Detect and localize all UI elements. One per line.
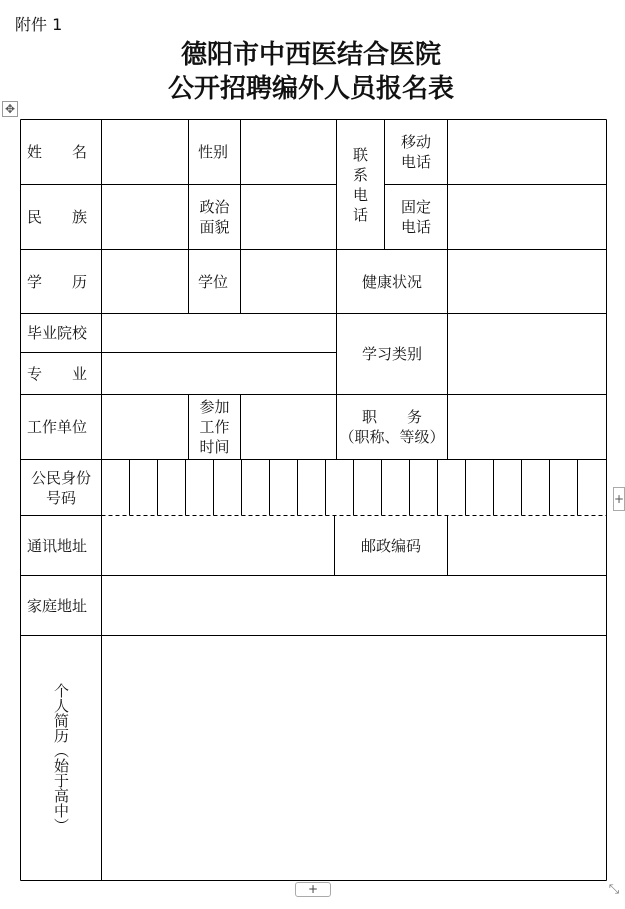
label-mobile-phone: 移动电话	[400, 133, 431, 171]
label-mailing-address: 通讯地址	[27, 536, 88, 555]
label-gender: 性别	[198, 143, 229, 161]
major-field[interactable]	[102, 353, 336, 394]
id-number-boxes[interactable]	[102, 460, 606, 515]
label-study-category: 学习类别	[361, 345, 422, 363]
document-subtitle: 公开招聘编外人员报名表	[167, 74, 454, 104]
work-start-time-field[interactable]	[241, 395, 336, 459]
label-id-number: 公民身份号码	[30, 468, 91, 507]
position-field[interactable]	[448, 395, 606, 459]
mobile-phone-field[interactable]	[448, 120, 606, 184]
add-row-icon[interactable]: +	[613, 487, 625, 511]
label-ethnicity: 民 族	[27, 208, 88, 226]
ethnicity-field[interactable]	[102, 185, 188, 249]
label-resume-cell	[21, 636, 101, 880]
label-position-cell	[337, 395, 447, 459]
label-contact-phone: 联系电话	[352, 145, 368, 224]
attachment-label: 附件 1	[15, 15, 63, 34]
label-resume: 个人简历（始于高中）	[52, 683, 70, 833]
label-major: 专 业	[27, 364, 88, 383]
label-work-start-time: 参加工作时间	[199, 398, 230, 456]
graduate-school-field[interactable]	[102, 314, 336, 352]
label-work-unit: 工作单位	[27, 418, 88, 436]
label-postal-code: 邮政编码	[360, 536, 421, 555]
home-address-field[interactable]	[102, 576, 606, 635]
work-unit-field[interactable]	[102, 395, 188, 459]
resume-field[interactable]	[102, 636, 606, 880]
study-category-field[interactable]	[448, 314, 606, 394]
label-political-status: 政治面貌	[199, 198, 230, 236]
postal-code-field[interactable]	[448, 516, 606, 575]
label-home-address: 家庭地址	[27, 596, 88, 615]
fixed-phone-field[interactable]	[448, 185, 606, 249]
political-status-field[interactable]	[241, 185, 336, 249]
add-column-icon[interactable]: +	[295, 882, 331, 897]
name-field[interactable]	[102, 120, 188, 184]
label-name: 姓 名	[27, 143, 88, 161]
label-health-status: 健康状况	[361, 272, 422, 291]
label-degree: 学位	[198, 272, 229, 291]
label-position: 职 务	[361, 408, 422, 426]
degree-field[interactable]	[241, 250, 336, 313]
label-fixed-phone: 固定电话	[400, 198, 431, 236]
document-title: 德阳市中西医结合医院	[180, 40, 441, 70]
table-move-icon[interactable]: ✥	[2, 101, 18, 117]
label-graduate-school: 毕业院校	[27, 324, 88, 342]
gender-field[interactable]	[241, 120, 336, 184]
health-status-field[interactable]	[448, 250, 606, 313]
label-education: 学 历	[27, 272, 88, 291]
mailing-address-field[interactable]	[102, 516, 334, 575]
education-field[interactable]	[102, 250, 188, 313]
label-position-sub: （职称、等级）	[339, 428, 445, 446]
table-resize-icon[interactable]: ⤡	[608, 882, 620, 897]
